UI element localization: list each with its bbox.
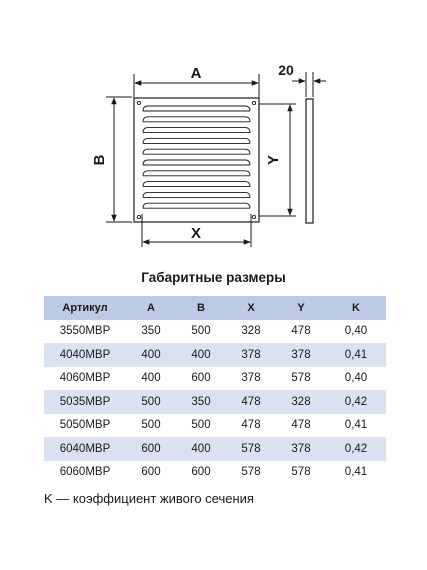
table-cell: 578 xyxy=(226,461,276,485)
table-cell: 400 xyxy=(126,367,176,391)
table-cell: 500 xyxy=(176,414,226,438)
table-row xyxy=(44,437,386,461)
table-cell: 578 xyxy=(276,461,326,485)
article-cell: 5050МВР xyxy=(44,414,126,438)
table-cell: 478 xyxy=(226,414,276,438)
dimension-label-depth: 20 xyxy=(278,62,294,78)
table-row xyxy=(44,461,386,485)
table-row xyxy=(44,390,386,414)
table-cell: 400 xyxy=(126,343,176,367)
table-cell: 578 xyxy=(226,437,276,461)
table-cell: 378 xyxy=(226,343,276,367)
grille-drawing xyxy=(0,0,427,262)
table-row xyxy=(44,343,386,367)
column-header: A xyxy=(126,296,176,320)
table-cell: 0,40 xyxy=(326,320,386,344)
table-cell: 478 xyxy=(226,390,276,414)
table-row xyxy=(44,414,386,438)
table-cell: 0,42 xyxy=(326,437,386,461)
grille-side-profile xyxy=(306,99,313,223)
dimension-label-x: X xyxy=(190,225,202,242)
article-cell: 6060МВР xyxy=(44,461,126,485)
table-cell: 600 xyxy=(176,461,226,485)
table-cell: 0,41 xyxy=(326,461,386,485)
footnote: K — коэффициент живого сечения xyxy=(44,491,254,506)
table-cell: 478 xyxy=(276,320,326,344)
table-cell: 400 xyxy=(176,343,226,367)
column-header: Артикул xyxy=(44,296,126,320)
dimensions-table xyxy=(44,296,386,484)
table-cell: 500 xyxy=(126,414,176,438)
article-cell: 3550МВР xyxy=(44,320,126,344)
dimension-label-b: B xyxy=(91,154,108,166)
table-cell: 378 xyxy=(276,343,326,367)
table-cell: 0,42 xyxy=(326,390,386,414)
column-header: X xyxy=(226,296,276,320)
table-cell: 328 xyxy=(226,320,276,344)
article-cell: 5035МВР xyxy=(44,390,126,414)
table-cell: 378 xyxy=(276,437,326,461)
table-cell: 600 xyxy=(126,437,176,461)
table-cell: 328 xyxy=(276,390,326,414)
dimension-label-a: A xyxy=(190,65,202,82)
table-cell: 0,40 xyxy=(326,367,386,391)
table-cell: 0,41 xyxy=(326,343,386,367)
table-cell: 500 xyxy=(126,390,176,414)
column-header: Y xyxy=(276,296,326,320)
table-cell: 600 xyxy=(126,461,176,485)
table-cell: 350 xyxy=(176,390,226,414)
dimension-label-y: Y xyxy=(265,154,282,166)
table-row xyxy=(44,320,386,344)
table-cell: 600 xyxy=(176,367,226,391)
article-cell: 6040МВР xyxy=(44,437,126,461)
column-header: K xyxy=(326,296,386,320)
article-cell: 4060МВР xyxy=(44,367,126,391)
table-cell: 478 xyxy=(276,414,326,438)
section-title: Габаритные размеры xyxy=(141,270,286,285)
article-cell: 4040МВР xyxy=(44,343,126,367)
table-header-row xyxy=(44,296,386,320)
table-row xyxy=(44,367,386,391)
table-cell: 378 xyxy=(226,367,276,391)
table-cell: 0,41 xyxy=(326,414,386,438)
table-cell: 400 xyxy=(176,437,226,461)
table-cell: 578 xyxy=(276,367,326,391)
table-cell: 350 xyxy=(126,320,176,344)
table-cell: 500 xyxy=(176,320,226,344)
column-header: B xyxy=(176,296,226,320)
